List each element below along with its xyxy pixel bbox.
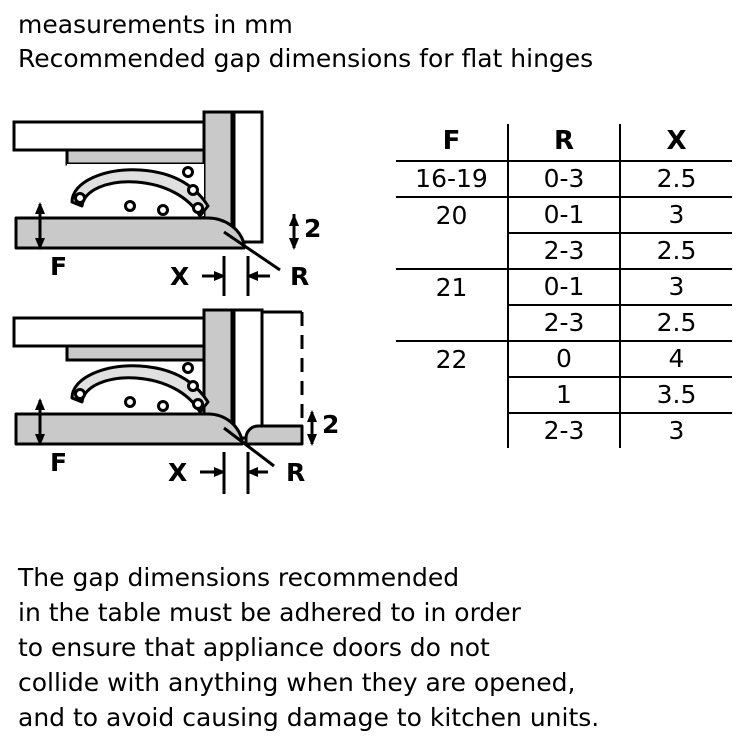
column-header-x: X xyxy=(620,124,732,161)
cell-f: 22 xyxy=(435,344,468,374)
table-row xyxy=(396,377,732,413)
table-row xyxy=(396,233,732,269)
cell-f xyxy=(396,377,508,413)
footer-line-5: and to avoid causing damage to kitchen units. xyxy=(18,703,600,732)
cell-x: 2.5 xyxy=(620,161,732,197)
footer-line-1: The gap dimensions recommended xyxy=(18,563,460,592)
column-header-r: R xyxy=(508,124,620,161)
cell-f: 20 xyxy=(435,200,468,230)
cell-x: 2.5 xyxy=(620,233,732,269)
label-gap-2-top: 2 xyxy=(304,214,322,243)
footer-line-2: in the table must be adhered to in order xyxy=(18,598,521,627)
cell-x: 3.5 xyxy=(620,377,732,413)
cell-r: 2-3 xyxy=(508,233,620,269)
cell-r: 2-3 xyxy=(508,305,620,341)
cell-f xyxy=(396,413,508,448)
gap-dimensions-table xyxy=(396,124,732,448)
footer-note xyxy=(18,560,738,735)
label-x-bottom: X xyxy=(168,458,188,487)
table-row xyxy=(396,197,732,233)
cell-r: 0-3 xyxy=(508,161,620,197)
footer-line-3: to ensure that appliance doors do not xyxy=(18,633,490,662)
table-row xyxy=(396,341,732,377)
cell-x: 3 xyxy=(668,416,685,445)
label-r-bottom: R xyxy=(286,458,306,487)
footer-line-4: collide with anything when they are opened, xyxy=(18,668,576,697)
cell-r: 0-1 xyxy=(508,197,620,233)
cell-f xyxy=(396,305,508,341)
table-row xyxy=(396,413,732,448)
cell-f xyxy=(396,233,508,269)
table-row xyxy=(396,269,732,305)
cell-x: 2.5 xyxy=(620,305,732,341)
cell-r: 1 xyxy=(508,377,620,413)
cell-x: 3 xyxy=(620,269,732,305)
diagram-group xyxy=(12,110,382,530)
label-f-bottom: F xyxy=(50,448,68,477)
table-header-row xyxy=(396,124,732,161)
label-f-top: F xyxy=(50,252,68,281)
label-x-top: X xyxy=(170,262,190,291)
diagram-flat-hinge-bottom xyxy=(12,308,382,498)
label-gap-2-bottom: 2 xyxy=(322,410,340,439)
cell-f: 21 xyxy=(435,272,468,302)
heading-title: Recommended gap dimensions for flat hinges xyxy=(18,44,594,73)
column-header-f: F xyxy=(396,124,508,161)
label-r-top: R xyxy=(290,262,310,291)
diagram-flat-hinge-top xyxy=(12,110,382,300)
table-row xyxy=(396,161,732,197)
cell-r: 2-3 xyxy=(508,413,620,448)
cell-r: 0-1 xyxy=(508,269,620,305)
cell-r: 0 xyxy=(508,341,620,377)
cell-x: 3 xyxy=(620,197,732,233)
measurement-unit-note: measurements in mm xyxy=(18,10,293,39)
cell-f: 16-19 xyxy=(396,161,508,197)
heading-block xyxy=(18,8,732,76)
cell-x: 4 xyxy=(620,341,732,377)
table-row xyxy=(396,305,732,341)
